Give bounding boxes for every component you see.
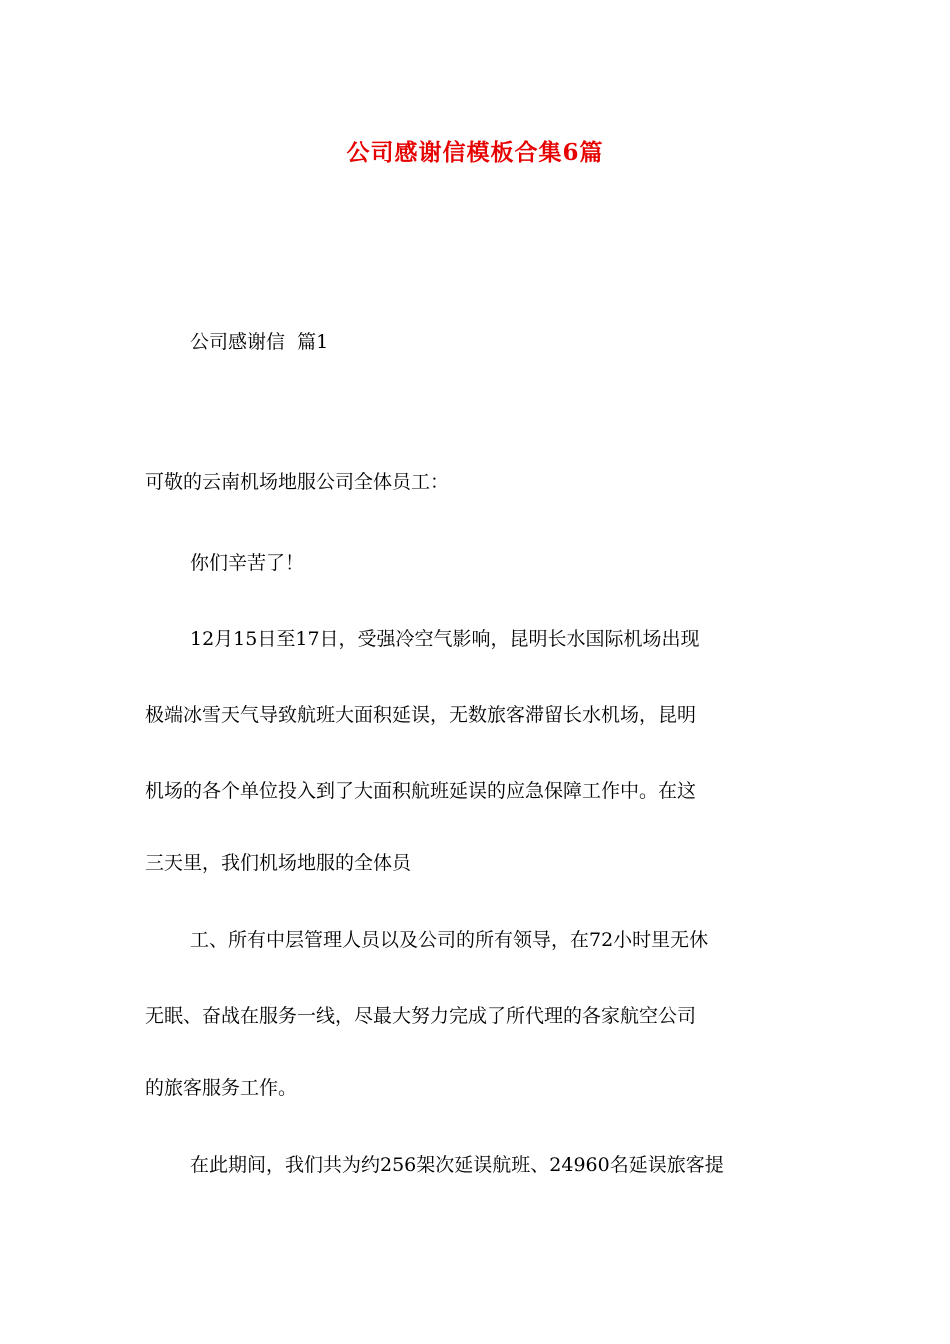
paragraph-line: 工、所有中层管理人员以及公司的所有领导，在72小时里无休 — [190, 929, 709, 951]
paragraph-line: 的旅客服务工作。 — [145, 1077, 298, 1099]
paragraph-line: 三天里，我们机场地服的全体员 — [145, 852, 412, 874]
paragraph-line: 极端冰雪天气导致航班大面积延误，无数旅客滞留长水机场，昆明 — [145, 704, 697, 726]
paragraph-line: 12月15日至17日，受强冷空气影响，昆明长水国际机场出现 — [190, 628, 700, 650]
paragraph-line: 在此期间，我们共为约256架次延误航班、24960名延误旅客提 — [190, 1154, 724, 1176]
paragraph-line: 机场的各个单位投入到了大面积航班延误的应急保障工作中。在这 — [145, 780, 697, 802]
paragraph-line: 无眠、奋战在服务一线，尽最大努力完成了所代理的各家航空公司 — [145, 1005, 697, 1027]
document-title: 公司感谢信模板合集6篇 — [346, 139, 604, 166]
section-heading: 公司感谢信 篇1 — [190, 331, 329, 353]
paragraph-line: 你们辛苦了！ — [190, 552, 305, 574]
salutation-line: 可敬的云南机场地服公司全体员工： — [145, 471, 450, 493]
